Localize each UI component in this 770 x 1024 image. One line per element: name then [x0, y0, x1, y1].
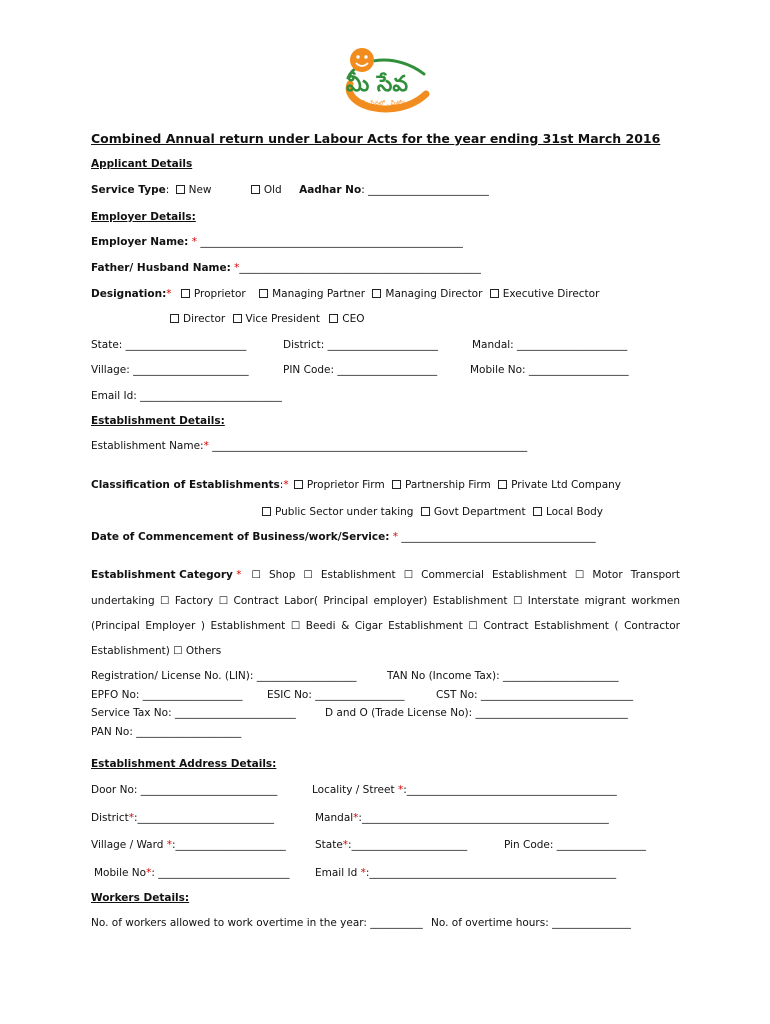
establishment-category-line-3[interactable]: (Principal Employer ) Establishment ☐ Beedi & Cigar Establishment ☐ Contract Establishment ( Contractor: [91, 620, 680, 632]
designation-option: Director: [183, 313, 226, 325]
addr-email-field[interactable]: :_______________________________________________: [365, 867, 617, 879]
designation-option: Executive Director: [502, 288, 600, 300]
establishment-category-options[interactable]: ☐ Shop ☐ Establishment ☐ Commercial Establishment ☐ Motor Transport: [251, 569, 680, 581]
father-name-field[interactable]: ______________________________________________: [239, 262, 481, 274]
required-star: *: [166, 288, 172, 300]
aadhar-field[interactable]: _______________________: [368, 184, 489, 196]
classification-checkbox[interactable]: [392, 480, 401, 489]
required-star: *: [360, 867, 366, 879]
classification-checkbox[interactable]: [421, 507, 430, 516]
addr-mandal-field[interactable]: :_______________________________________________: [358, 812, 609, 824]
classification-option: Local Body: [545, 506, 603, 518]
designation-checkbox[interactable]: [233, 314, 242, 323]
employer-name-label: Employer Name:: [91, 236, 189, 248]
addr-village-field[interactable]: :_____________________: [172, 839, 286, 851]
addr-pin-field[interactable]: Pin Code: _________________: [504, 839, 647, 851]
logo-tagline: మీ సేవలో . మీకోసం: [362, 100, 409, 107]
addr-village-label: Village / Ward: [91, 839, 164, 851]
door-no-field[interactable]: Door No: __________________________: [91, 784, 278, 796]
addr-mobile-row: [94, 867, 289, 879]
required-star: *: [191, 236, 197, 248]
establishment-name-row: [91, 440, 527, 452]
classification-checkbox[interactable]: [498, 480, 507, 489]
required-star: *: [128, 812, 134, 824]
date-commencement-label: Date of Commencement of Business/work/Service:: [91, 531, 390, 543]
establishment-category-line-2[interactable]: undertaking ☐ Factory ☐ Contract Labor( Principal employer) Establishment ☐ Interstate migrant workmen: [91, 595, 680, 607]
trade-license-field[interactable]: D and O (Trade License No): _____________________________: [325, 707, 628, 719]
required-star: *: [353, 812, 359, 824]
designation-checkbox[interactable]: [372, 289, 381, 298]
addr-mobile-label: Mobile No: [94, 867, 147, 879]
classification-option: Govt Department: [433, 506, 526, 518]
classification-label: Classification of Establishments: [91, 479, 280, 491]
service-type-new-label: New: [188, 184, 212, 196]
cst-field[interactable]: CST No: _____________________________: [436, 689, 634, 701]
classification-option: Public Sector under taking: [275, 506, 414, 518]
addr-district-row: [91, 812, 274, 824]
classification-option: Proprietor Firm: [306, 479, 385, 491]
classification-option: Private Ltd Company: [511, 479, 621, 491]
classification-option: Partnership Firm: [405, 479, 491, 491]
logo-script: మీ సేవ: [346, 72, 409, 97]
district-field[interactable]: District: _____________________: [283, 339, 438, 351]
village-field[interactable]: Village: ______________________: [91, 364, 249, 376]
state-field[interactable]: State: _______________________: [91, 339, 247, 351]
classification-checkbox[interactable]: [294, 480, 303, 489]
addr-state-row: [315, 839, 467, 851]
mandal-field[interactable]: Mandal: _____________________: [472, 339, 628, 351]
workers-details-heading: Workers Details:: [91, 892, 190, 904]
addr-state-label: State: [315, 839, 343, 851]
designation-option: Managing Partner: [272, 288, 366, 300]
addr-mobile-field[interactable]: : _________________________: [151, 867, 290, 879]
designation-checkbox[interactable]: [259, 289, 268, 298]
designation-option: CEO: [342, 313, 365, 325]
registration-license-field[interactable]: Registration/ License No. (LIN): ___________________: [91, 670, 357, 682]
employer-details-heading: Employer Details:: [91, 211, 196, 223]
aadhar-label: Aadhar No: [299, 184, 362, 196]
required-star: *: [234, 262, 240, 274]
father-name-row: [91, 262, 481, 274]
classification-checkbox[interactable]: [533, 507, 542, 516]
father-name-label: Father/ Husband Name:: [91, 262, 231, 274]
page-title: Combined Annual return under Labour Acts for the year ending 31st March 2016: [91, 131, 661, 146]
service-type-old-checkbox[interactable]: [251, 185, 260, 194]
required-star: *: [342, 839, 349, 851]
addr-district-label: District: [91, 812, 129, 824]
required-star: *: [146, 867, 152, 879]
designation-label: Designation:: [91, 288, 167, 300]
designation-checkbox[interactable]: [181, 289, 190, 298]
required-star: *: [397, 784, 404, 796]
employer-name-field[interactable]: __________________________________________________: [200, 236, 463, 248]
pin-code-field[interactable]: PIN Code: ___________________: [283, 364, 438, 376]
addr-state-field[interactable]: :______________________: [348, 839, 468, 851]
address-details-heading: Establishment Address Details:: [91, 758, 277, 770]
locality-row: [312, 784, 617, 796]
required-star: *: [283, 479, 289, 491]
date-commencement-field[interactable]: _____________________________________: [401, 531, 596, 543]
pan-field[interactable]: PAN No: ____________________: [91, 726, 242, 738]
designation-checkbox[interactable]: [490, 289, 499, 298]
mobile-field[interactable]: Mobile No: ___________________: [470, 364, 629, 376]
esic-field[interactable]: ESIC No: _________________: [267, 689, 405, 701]
overtime-workers-field[interactable]: No. of workers allowed to work overtime in the year: __________: [91, 917, 423, 929]
addr-mandal-row: [315, 812, 609, 824]
establishment-category-label: Establishment Category: [91, 569, 233, 581]
overtime-hours-field[interactable]: No. of overtime hours: _______________: [431, 917, 631, 929]
classification-row-1: Classification of Establishments:* Proprietor Firm Partnership Firm Private Ltd Company: [91, 479, 621, 491]
locality-label: Locality / Street: [312, 784, 395, 796]
addr-email-label: Email Id: [315, 867, 358, 879]
tan-field[interactable]: TAN No (Income Tax): ______________________: [387, 670, 619, 682]
designation-option: Managing Director: [385, 288, 483, 300]
service-type-old-label: Old: [263, 184, 282, 196]
establishment-category-line-1: [91, 569, 680, 581]
establishment-category-line-4[interactable]: Establishment) ☐ Others: [91, 645, 222, 657]
required-star: *: [236, 569, 242, 581]
service-type-row: Service Type: New Old Aadhar No: _______________________: [91, 184, 489, 196]
addr-village-row: [91, 839, 286, 851]
establishment-name-label: Establishment Name:: [91, 440, 204, 452]
locality-field[interactable]: :________________________________________: [403, 784, 617, 796]
service-type-new-checkbox[interactable]: [176, 185, 185, 194]
epfo-field[interactable]: EPFO No: ___________________: [91, 689, 243, 701]
designation-option: Proprietor: [193, 288, 246, 300]
addr-district-field[interactable]: :__________________________: [133, 812, 275, 824]
classification-row-2: [262, 506, 603, 518]
mee-seva-logo: [336, 44, 438, 118]
establishment-details-heading: Establishment Details:: [91, 415, 225, 427]
required-star: *: [166, 839, 173, 851]
designation-checkbox[interactable]: [170, 314, 179, 323]
date-commencement-row: [91, 531, 596, 543]
designation-row-2: [170, 313, 365, 325]
designation-row-1: [91, 288, 599, 300]
classification-checkbox[interactable]: [262, 507, 271, 516]
required-star: *: [392, 531, 399, 543]
service-type-label: Service Type: [91, 184, 166, 196]
employer-name-row: [91, 236, 463, 248]
establishment-name-field[interactable]: ____________________________________________________________: [212, 440, 528, 452]
designation-option: Vice President: [245, 313, 320, 325]
addr-mandal-label: Mandal: [315, 812, 354, 824]
email-field[interactable]: Email Id: ___________________________: [91, 390, 282, 402]
applicant-details-heading: Applicant Details: [91, 158, 193, 170]
addr-email-row: [315, 867, 616, 879]
designation-checkbox[interactable]: [329, 314, 338, 323]
service-tax-field[interactable]: Service Tax No: _______________________: [91, 707, 296, 719]
required-star: *: [203, 440, 209, 452]
